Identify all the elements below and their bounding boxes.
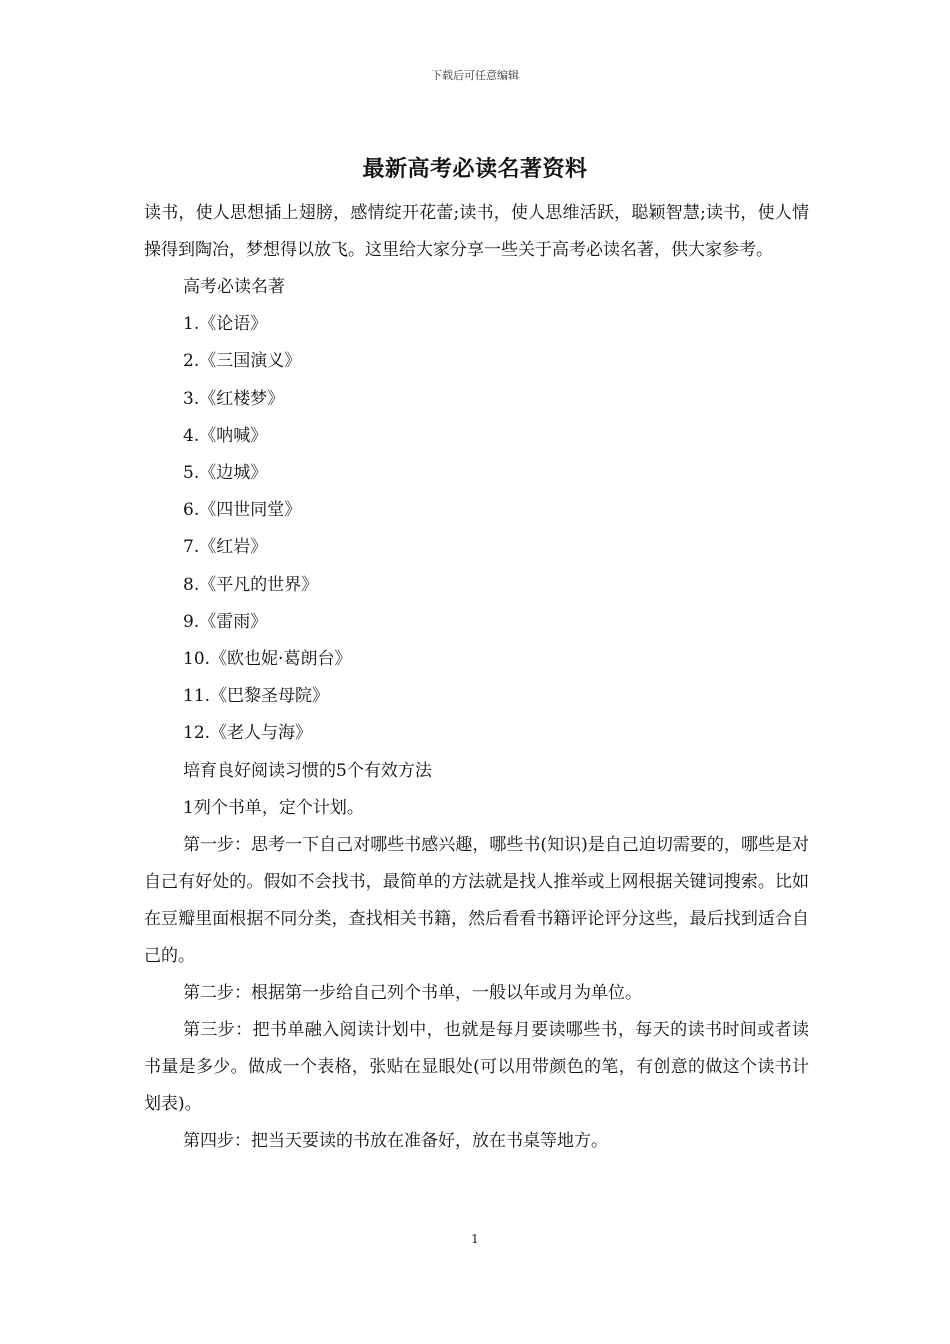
book-list-item: 7.《红岩》 [183, 537, 268, 558]
book-list-item: 12.《老人与海》 [183, 723, 313, 744]
book-list-item: 10.《欧也妮·葛朗台》 [183, 649, 352, 670]
method-heading: 1列个书单，定个计划。 [183, 797, 364, 818]
book-list-item: 2.《三国演义》 [183, 351, 302, 372]
book-list-item: 1.《论语》 [183, 314, 268, 335]
step-paragraph: 第四步：把当天要读的书放在准备好，放在书桌等地方。 [183, 1131, 608, 1152]
book-list-item: 8.《平凡的世界》 [183, 574, 319, 595]
book-list [144, 306, 809, 752]
header-note: 下载后可任意编辑 [431, 69, 519, 82]
step-paragraph: 第二步：根据第一步给自己列个书单，一般以年或月为单位。 [183, 983, 642, 1004]
book-list-item: 4.《呐喊》 [183, 425, 268, 446]
intro-paragraph: 读书，使人思想插上翅膀，感情绽开花蕾;读书，使人思维活跃，聪颖智慧;读书，使人情操得到陶冶，梦想得以放飞。这里给大家分享一些关于高考必读名著，供大家参考。 [144, 203, 809, 260]
page-number: 1 [471, 1232, 479, 1246]
step-paragraph: 第一步：思考一下自己对哪些书感兴趣，哪些书(知识)是自己迫切需要的，哪些是对自己有好处的。假如不会找书，最简单的方法就是找人推举或上网根据关键词搜索。比如在豆瓣里面根据不同分类，查找相关书籍，然后看看书籍评论评分这些，最后找到适合自己的。 [144, 835, 809, 967]
book-list-item: 6.《四世同堂》 [183, 500, 302, 521]
book-list-item: 11.《巴黎圣母院》 [183, 686, 330, 707]
step-paragraph: 第三步：把书单融入阅读计划中，也就是每月要读哪些书，每天的读书时间或者读书量是多少。做成一个表格，张贴在显眼处(可以用带颜色的笔，有创意的做这个读书计划表)。 [144, 1020, 809, 1115]
document-title: 最新高考必读名著资料 [362, 156, 588, 182]
book-list-item: 5.《边城》 [183, 463, 268, 484]
section-heading-reading-habits: 培育良好阅读习惯的5个有效方法 [183, 760, 432, 781]
document-body [144, 195, 809, 1160]
section-heading-must-read: 高考必读名著 [183, 277, 285, 297]
book-list-item: 3.《红楼梦》 [183, 388, 285, 409]
book-list-item: 9.《雷雨》 [183, 611, 268, 632]
